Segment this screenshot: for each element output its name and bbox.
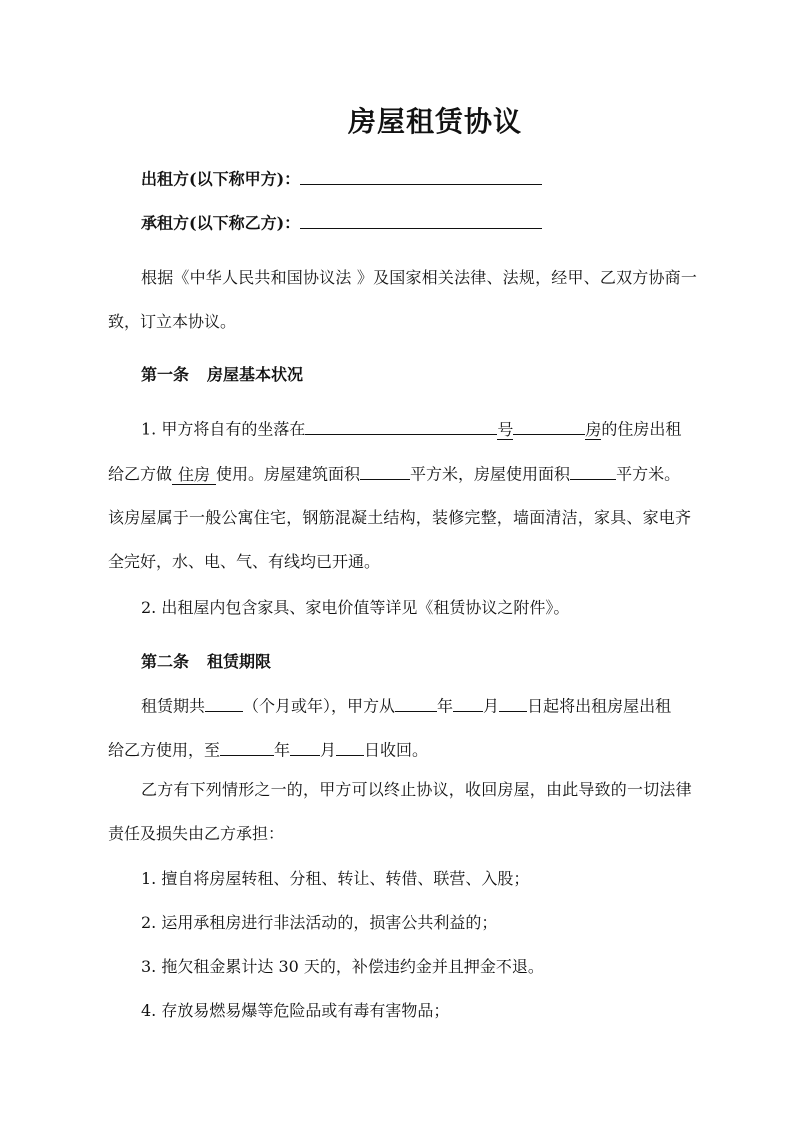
end-day-text: 日收回。 <box>364 740 429 760</box>
term-line-2 <box>108 737 700 761</box>
term-unit-text: （个月或年），甲方从 <box>243 696 396 716</box>
start-month-blank <box>453 693 483 712</box>
use-lead: 给乙方做 <box>108 464 173 484</box>
term-line-1 <box>141 693 700 717</box>
address-lead: 1. 甲方将自有的坐落在 <box>141 419 306 439</box>
article1-item1-line4: 全完好，水、电、气、有线均已开通。 <box>108 552 381 571</box>
article2-title: 租赁期限 <box>207 652 272 671</box>
article2-number: 第二条 <box>141 652 190 671</box>
start-year-label: 年 <box>437 696 454 716</box>
address-blank <box>305 416 497 435</box>
terminate-line-1: 乙方有下列情形之一的，甲方可以终止协议，收回房屋，由此导致的一切法律 <box>141 780 692 799</box>
start-day-text: 日起将出租房屋出租 <box>527 696 672 716</box>
article1-title: 房屋基本状况 <box>207 365 304 384</box>
term-length-blank <box>205 693 243 712</box>
start-month-label: 月 <box>483 696 500 716</box>
room-blank <box>513 416 585 435</box>
end-lead: 给乙方使用，至 <box>108 740 221 760</box>
article1-item2: 2. 出租屋内包含家具、家电价值等详见《租赁协议之附件》。 <box>141 598 570 617</box>
document-title: 房屋租赁协议 <box>347 105 522 138</box>
usable-area-blank <box>570 461 616 480</box>
area-unit: 平方米。 <box>616 464 681 484</box>
article1-item1-line3: 该房屋属于一般公寓住宅，钢筋混凝土结构，装修完整，墙面清洁，家具、家电齐 <box>108 508 692 527</box>
building-area-blank <box>360 461 410 480</box>
term-lead: 租赁期共 <box>141 696 206 716</box>
end-year-blank <box>220 737 274 756</box>
end-year-label: 年 <box>274 740 291 760</box>
start-day-blank <box>499 693 527 712</box>
terminate-item-3: 3. 拖欠租金累计达 30 天的，补偿违约金并且押金不退。 <box>141 957 544 976</box>
terminate-item-2: 2. 运用承租房进行非法活动的，损害公共利益的； <box>141 913 498 932</box>
lessee-label: 承租方(以下称乙方)： <box>141 213 301 233</box>
article1-item1-line1 <box>141 416 700 440</box>
lessee-line <box>141 210 700 234</box>
end-month-label: 月 <box>320 740 337 760</box>
terminate-line-2: 责任及损失由乙方承担： <box>108 824 285 843</box>
end-day-blank <box>336 737 364 756</box>
article1-heading <box>141 362 700 385</box>
article1-number: 第一条 <box>141 365 190 384</box>
lessor-blank <box>300 166 542 185</box>
rent-out-text: 的住房出租 <box>601 419 682 439</box>
start-year-blank <box>395 693 437 712</box>
use-value: 住房 <box>172 465 216 485</box>
hao-label: 号 <box>497 419 514 439</box>
fang-label: 房 <box>585 419 602 439</box>
lessee-blank <box>300 210 542 229</box>
terminate-item-4: 4. 存放易燃易爆等危险品或有毒有害物品； <box>141 1001 450 1020</box>
intro-line-2: 致，订立本协议。 <box>108 312 237 331</box>
end-month-blank <box>290 737 320 756</box>
lessor-line <box>141 166 700 190</box>
terminate-item-1: 1. 擅自将房屋转租、分租、转让、转借、联营、入股； <box>141 869 530 888</box>
intro-line-1: 根据《中华人民共和国协议法 》及国家相关法律、法规，经甲、乙双方协商一 <box>141 268 698 287</box>
article2-heading <box>141 649 700 672</box>
lessor-label: 出租方(以下称甲方)： <box>141 169 301 189</box>
area-lead: 使用。房屋建筑面积 <box>216 464 361 484</box>
article1-item1-line2 <box>108 461 700 485</box>
usable-area-lead: 平方米，房屋使用面积 <box>410 464 571 484</box>
